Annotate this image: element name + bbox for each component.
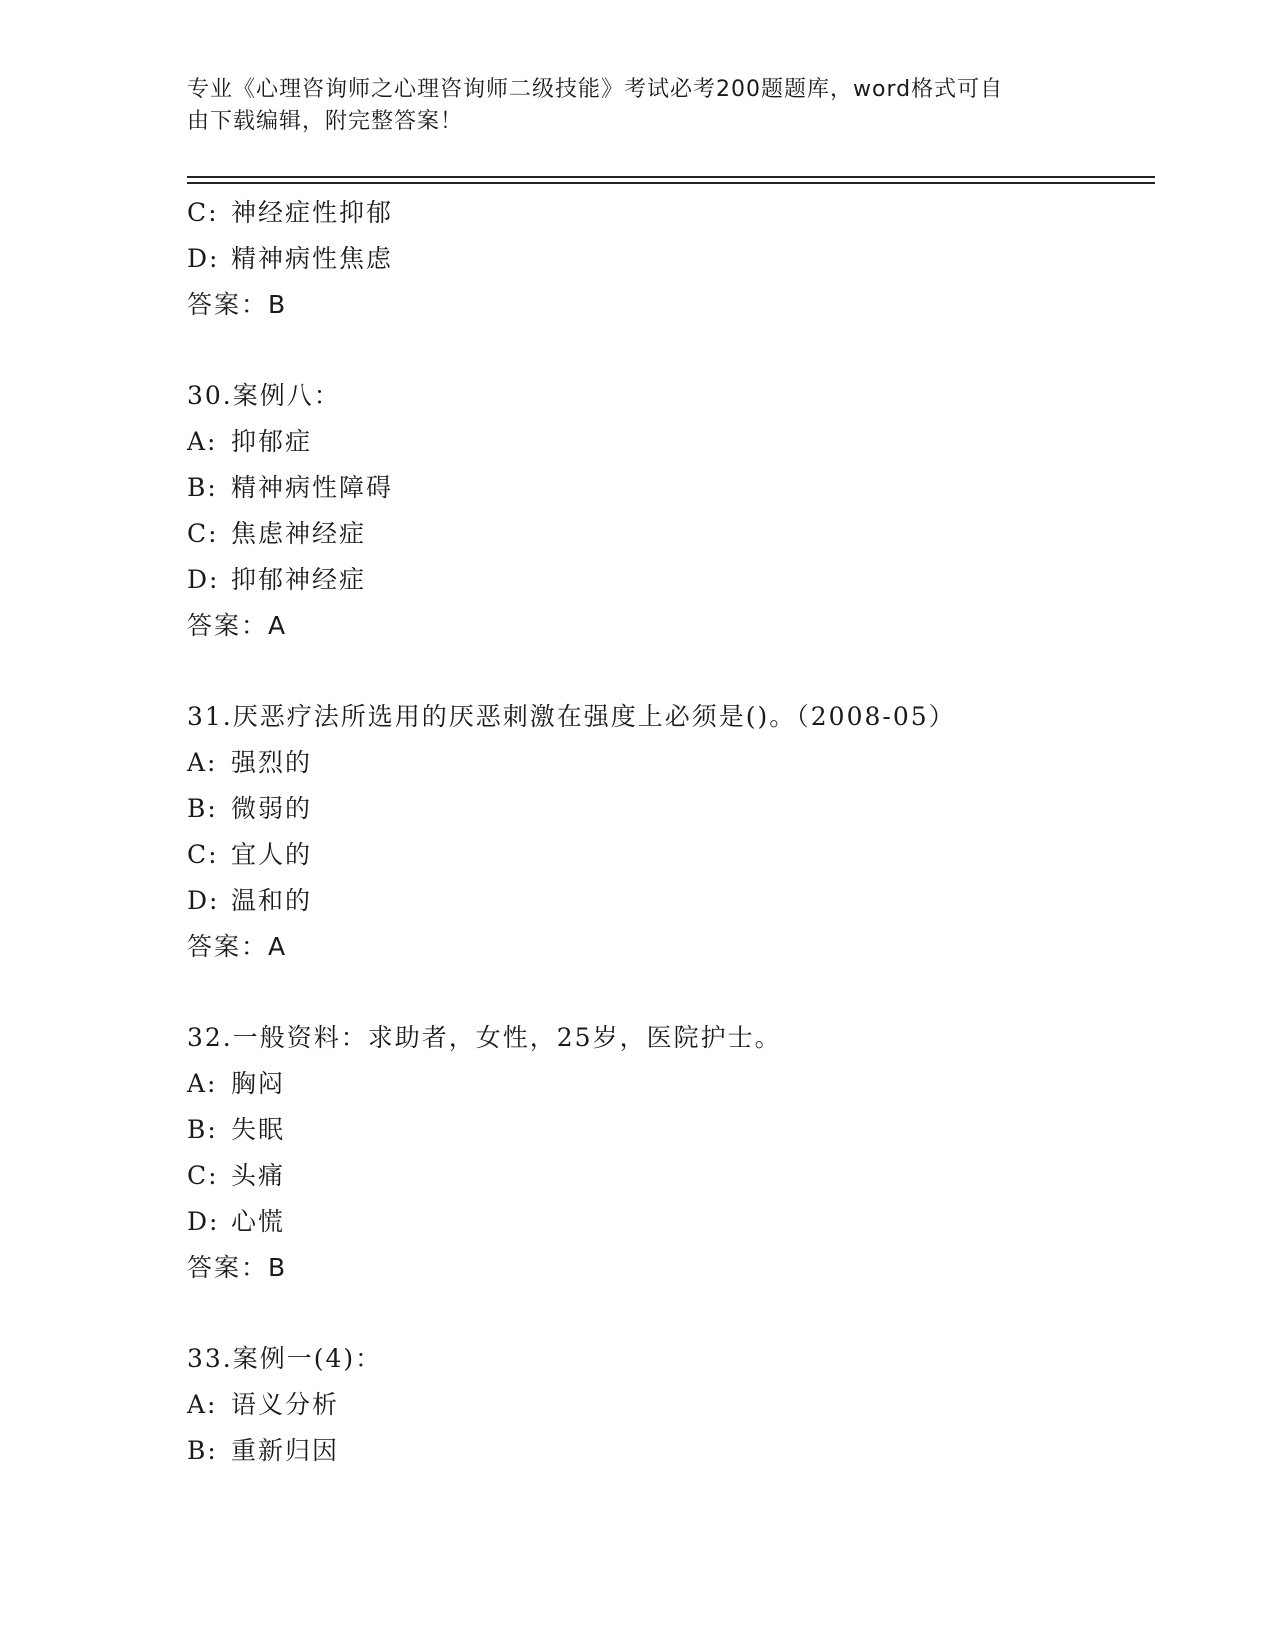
option-text: 宜人的 <box>231 840 313 869</box>
header-divider-bottom <box>187 182 1155 184</box>
option-key: C: <box>187 1161 219 1190</box>
question-list <box>187 190 1155 1474</box>
option-text: 失眠 <box>231 1115 286 1144</box>
option-c <box>187 190 1155 236</box>
option-key: A: <box>187 1069 218 1098</box>
option-key: B: <box>187 1115 218 1144</box>
option-d <box>187 1199 1155 1245</box>
option-d <box>187 557 1155 603</box>
option-a <box>187 740 1155 786</box>
option-text: 头痛 <box>231 1161 286 1190</box>
question-stem: 30.案例八： <box>187 381 341 410</box>
option-c <box>187 832 1155 878</box>
option-text: 抑郁症 <box>231 427 313 456</box>
question-stem: 32.一般资料：求助者，女性，25岁，医院护士。 <box>187 1023 782 1052</box>
question-32 <box>187 1015 1155 1291</box>
spacer <box>187 970 1155 1015</box>
option-text: 抑郁神经症 <box>231 565 367 594</box>
option-key: C: <box>187 840 219 869</box>
question-continuation <box>187 190 1155 328</box>
option-key: A: <box>187 1390 218 1419</box>
option-key: D: <box>187 565 220 594</box>
option-text: 重新归因 <box>231 1436 340 1465</box>
option-text: 心慌 <box>231 1207 286 1236</box>
spacer <box>187 328 1155 373</box>
question-stem: 33.案例一(4)： <box>187 1344 383 1373</box>
answer-line: 答案：A <box>187 932 288 961</box>
answer-line: 答案：B <box>187 1253 288 1282</box>
spacer <box>187 1291 1155 1336</box>
question-31 <box>187 694 1155 970</box>
question-33 <box>187 1336 1155 1474</box>
option-text: 语义分析 <box>231 1390 340 1419</box>
option-text: 强烈的 <box>231 748 313 777</box>
header-line-2: 由下载编辑，附完整答案！ <box>187 109 464 134</box>
spacer <box>187 649 1155 694</box>
option-key: B: <box>187 473 218 502</box>
option-d <box>187 878 1155 924</box>
option-a <box>187 1382 1155 1428</box>
answer-line: 答案：B <box>187 290 288 319</box>
option-c <box>187 511 1155 557</box>
option-b <box>187 1107 1155 1153</box>
option-text: 神经症性抑郁 <box>231 198 394 227</box>
option-text: 焦虑神经症 <box>231 519 367 548</box>
option-text: 微弱的 <box>231 794 313 823</box>
option-d <box>187 236 1155 282</box>
option-key: A: <box>187 748 218 777</box>
question-stem: 31.厌恶疗法所选用的厌恶刺激在强度上必须是()。（2008-05） <box>187 702 956 731</box>
option-text: 精神病性焦虑 <box>231 244 394 273</box>
option-c <box>187 1153 1155 1199</box>
option-text: 胸闷 <box>231 1069 286 1098</box>
header-line-1: 专业《心理咨询师之心理咨询师二级技能》考试必考200题题库，word格式可自 <box>187 77 1004 102</box>
option-a <box>187 419 1155 465</box>
option-key: C: <box>187 519 219 548</box>
option-b <box>187 465 1155 511</box>
option-b <box>187 1428 1155 1474</box>
option-key: C: <box>187 198 219 227</box>
option-b <box>187 786 1155 832</box>
option-key: B: <box>187 1436 218 1465</box>
question-30 <box>187 373 1155 649</box>
answer-line: 答案：A <box>187 611 288 640</box>
option-key: D: <box>187 244 220 273</box>
option-key: B: <box>187 794 218 823</box>
option-text: 精神病性障碍 <box>231 473 394 502</box>
option-key: D: <box>187 1207 220 1236</box>
option-key: D: <box>187 886 220 915</box>
header-divider-top <box>187 176 1155 178</box>
option-a <box>187 1061 1155 1107</box>
option-text: 温和的 <box>231 886 313 915</box>
document-header <box>187 74 1067 138</box>
option-key: A: <box>187 427 218 456</box>
